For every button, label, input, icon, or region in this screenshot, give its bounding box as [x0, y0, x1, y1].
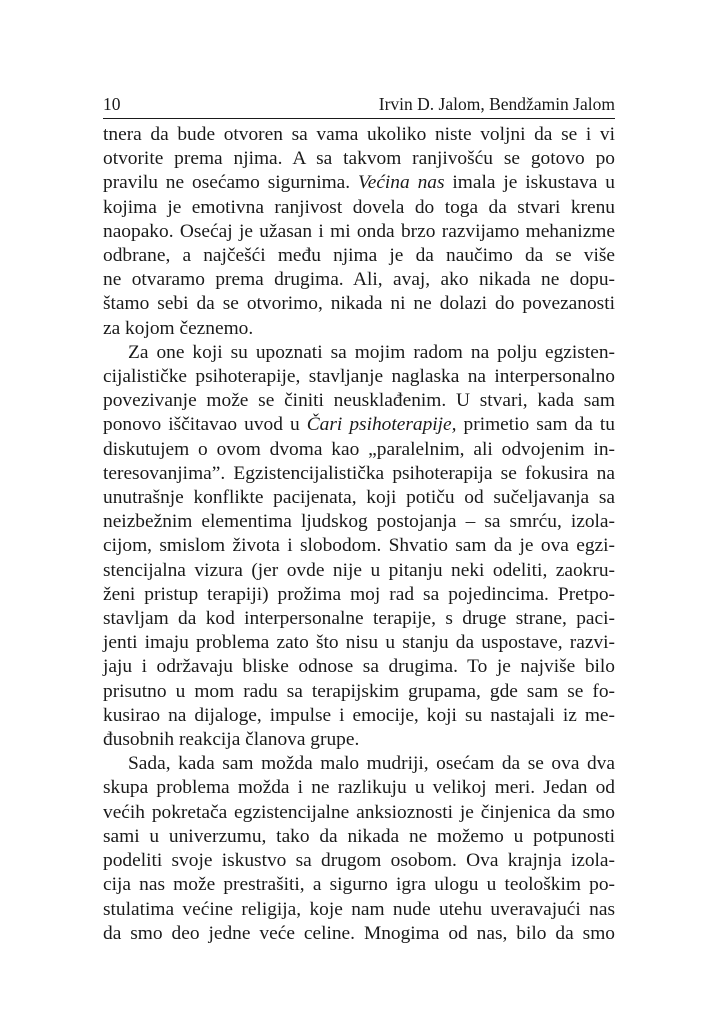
text-line — [103, 413, 615, 437]
text-run: jaju i održavaju bliske odnose sa drugima. To je najviše bilo — [103, 656, 615, 678]
text-run: većih pokretača egzistencijalne anksioznosti je činjenica da smo — [103, 801, 615, 823]
text-run: teresovanjima”. Egzistencijalistička psihoterapija se fokusira na — [103, 462, 615, 484]
text-run: Za one koji su upoznati sa mojim radom na polju egzisten- — [128, 341, 615, 363]
paragraph — [103, 341, 615, 752]
text-line — [103, 220, 615, 244]
text-line — [103, 655, 615, 679]
text-line — [103, 801, 615, 825]
text-line — [103, 534, 615, 558]
text-line — [103, 317, 615, 341]
text-run: Sada, kada sam možda malo mudriji, osećam da se ova dva — [128, 753, 615, 775]
text-run: otvorite prema njima. A sa takvom ranjivošću se gotovo po — [103, 148, 615, 170]
text-line — [103, 776, 615, 800]
text-run: tnera da bude otvoren sa vama ukoliko niste voljni da se i vi — [103, 124, 615, 145]
text-line — [103, 728, 615, 752]
text-run: podeliti svoje iskustvo sa drugom osobom. Ova krajnja izola- — [103, 850, 615, 872]
text-line — [103, 922, 615, 946]
running-title: Irvin D. Jalom, Bendžamin Jalom — [378, 94, 615, 114]
text-run: đusobnih reakcija članova grupe. — [103, 729, 360, 751]
text-run: imala je iskustava u — [444, 172, 615, 194]
text-line — [103, 898, 615, 922]
text-line — [103, 559, 615, 583]
text-run: kusirao na dijaloge, impulse i emocije, koji su nastajali iz me- — [103, 704, 615, 726]
text-run: stavljam da kod interpersonalne terapije, s druge strane, paci- — [103, 608, 615, 630]
text-line — [103, 510, 615, 534]
text-run: ponovo iščitavao uvod u — [103, 414, 307, 436]
text-run: povezivanje može se činiti neusklađenim. U stvari, kada sam — [103, 390, 615, 412]
text-line — [103, 631, 615, 655]
italic-text: Većina nas — [358, 172, 445, 194]
text-line — [103, 825, 615, 849]
text-run: kojima je emotivna ranjivost dovela do toga da stvari krenu — [103, 196, 615, 218]
text-line — [103, 438, 615, 462]
text-line — [103, 292, 615, 316]
text-run: prisutno u mom radu sa terapijskim grupama, gde sam se fo- — [103, 680, 615, 702]
text-line — [103, 462, 615, 486]
text-line — [103, 486, 615, 510]
text-line — [103, 752, 615, 776]
body-text — [103, 123, 615, 946]
text-run: skupa problema možda i ne razlikuju u velikoj meri. Jedan od — [103, 777, 615, 799]
text-line — [103, 607, 615, 631]
text-run: ženi pristup terapiji) prožima moj rad sa pojedincima. Pretpo- — [103, 583, 615, 605]
text-line — [103, 389, 615, 413]
text-line — [103, 873, 615, 897]
text-run: cijalističke psihoterapije, stavljanje naglaska na interpersonalno — [103, 366, 615, 388]
text-run: sami u univerzumu, tako da nikada ne možemo u potpunosti — [103, 825, 615, 847]
text-run: cija nas može prestrašiti, a sigurno igra ulogu u teološkim po- — [103, 874, 615, 896]
text-run: da smo deo jedne veće celine. Mnogima od nas, bilo da smo — [103, 922, 615, 944]
text-line — [103, 147, 615, 171]
paragraph — [103, 123, 615, 341]
text-run: neizbežnim elementima ljudskog postojanja – sa smrću, izola- — [103, 511, 615, 533]
text-run: naopako. Osećaj je užasan i mi onda brzo razvijamo mehanizme — [103, 220, 615, 242]
italic-text: Čari psihoterapije, — [306, 414, 457, 436]
text-run: ne otvaramo prema drugima. Ali, avaj, ako nikada ne dopu- — [103, 269, 615, 291]
text-run: pravilu ne osećamo sigurnima. — [103, 172, 359, 194]
text-line — [103, 583, 615, 607]
text-run: stencijalna vizura (jer ovde nije u pitanju neki odeliti, zaokru- — [103, 559, 615, 581]
text-run: štamo sebi da se otvorimo, nikada ni ne dolazi do povezanosti — [103, 293, 615, 315]
text-run: primetio sam da tu — [456, 414, 615, 436]
text-line — [103, 680, 615, 704]
text-run: za kojom čeznemo. — [103, 317, 254, 339]
text-run: cijom, smislom života i slobodom. Shvatio sam da je ova egzi- — [103, 535, 615, 557]
text-run: unutrašnje konflikte pacijenata, koji potiču od sučeljavanja sa — [103, 487, 615, 509]
text-line — [103, 268, 615, 292]
text-run: jenti imaju problema zato što nisu u stanju da uspostave, razvi- — [103, 632, 615, 654]
text-line — [103, 244, 615, 268]
text-line — [103, 171, 615, 195]
text-line — [103, 704, 615, 728]
book-page — [103, 93, 615, 946]
text-run: odbrane, a najčešći među njima je da naučimo da se više — [103, 245, 615, 267]
text-line — [103, 365, 615, 389]
text-run: stulatima većine religija, koje nam nude utehu uveravajući nas — [103, 898, 615, 920]
text-line — [103, 196, 615, 220]
paragraph — [103, 752, 615, 946]
text-line — [103, 849, 615, 873]
text-line — [103, 123, 615, 147]
text-run: diskutujem o ovom dvoma kao „paralelnim, ali odvojenim in- — [103, 438, 615, 460]
text-line — [103, 341, 615, 365]
running-header — [103, 93, 615, 119]
page-number: 10 — [103, 94, 121, 114]
